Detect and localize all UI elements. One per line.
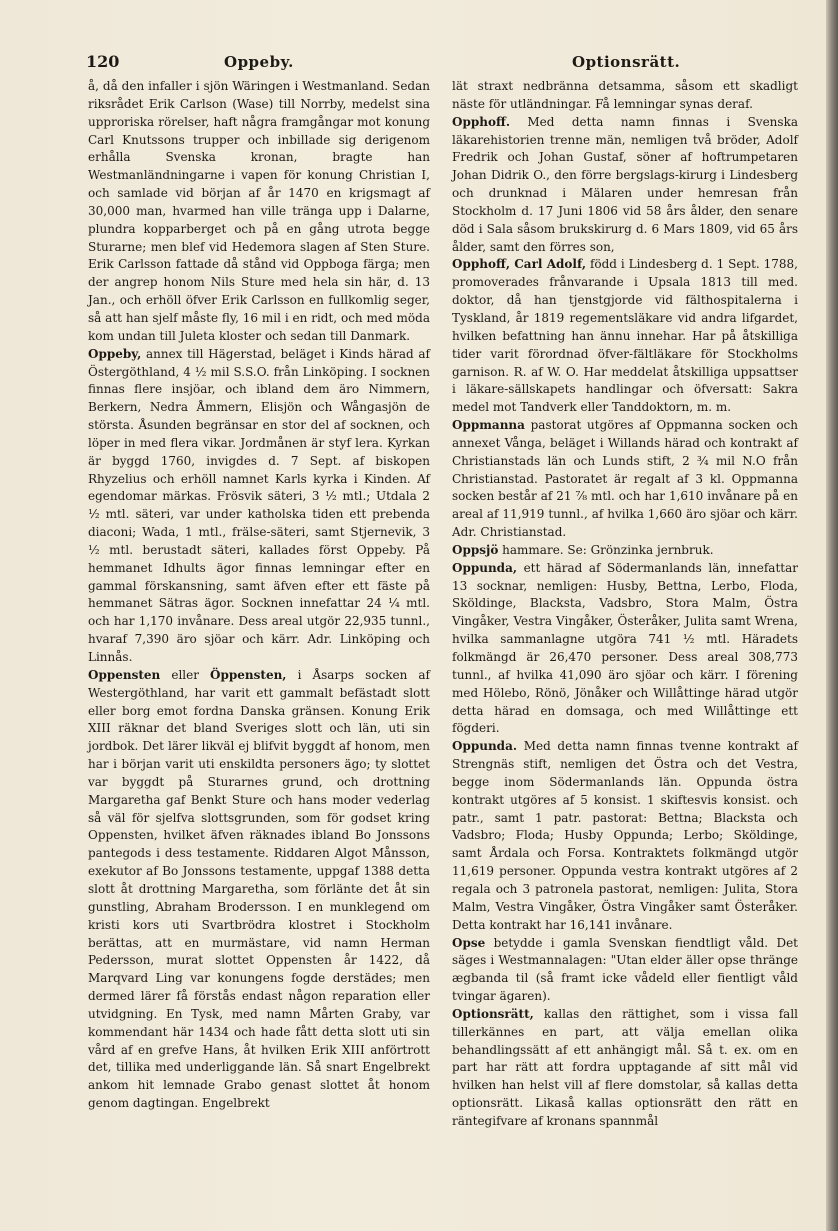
- entry-headword: Oppunda.: [452, 739, 518, 754]
- entry-headword-alt: Öppensten,: [210, 667, 287, 682]
- entry-continuation: [88, 78, 430, 346]
- entry-headword: Oppensten: [88, 667, 161, 682]
- entry-text: född i Lindesberg d. 1 Sept. 1788, promoverades frånvarande i Upsala 1813 till med. doktor, då han tjenstgjorde vid fälthospitalerna i Tyskland, år 1819 regementsläkare vid andra lifgardet, hvilken befattning han ännu innehar. Har på åtskilliga tider varit förordnad öfver-fältläkare för Stockholms garnison. R. af W. O. Har meddelat åtskilliga uppsattser i läkare-sällskapets handlingar och öfversatt: Sakra medel mot Tandverk eller Tanddoktorn, m. m.: [452, 257, 798, 415]
- right-column: [452, 78, 798, 1131]
- entry-optionsratt: [452, 1006, 798, 1131]
- entry-headword: Opse: [452, 935, 486, 950]
- page-number: 120: [86, 52, 120, 71]
- entry-connector: eller: [160, 667, 211, 682]
- entry-oppmanna: [452, 417, 798, 542]
- entry-text: hammare. Se: Grönzinka jernbruk.: [498, 542, 714, 557]
- entry-headword: Optionsrätt,: [452, 1006, 534, 1021]
- entry-oppunda-kontrakt: [452, 738, 798, 934]
- entry-opphoff: [452, 114, 798, 257]
- entry-headword: Opphoff, Carl Adolf,: [452, 257, 587, 272]
- entry-headword: Opphoff.: [452, 114, 510, 129]
- entry-oppensten: [88, 667, 430, 1113]
- running-head-right: Optionsrätt.: [572, 53, 681, 71]
- entry-headword: Oppmanna: [452, 418, 525, 433]
- entry-text: Med detta namn finnas i Svenska läkarehistorien trenne män, nemligen två bröder, Adolf Fredrik och Johan Gustaf, söner af hoftrumpetaren Johan Didrik O., den förre bergslags-kirurg i Lindesberg och drunknad i Mälaren under hemresan från Stockholm d. 17 Juni 1806 vid 58 års ålder, den senare död i Sala såsom brukskirurg d. 6 Mars 1809, vid 65 års ålder, samt den förres son,: [452, 114, 798, 254]
- entry-text: ett härad af Södermanlands län, innefattar 13 socknar, nemligen: Husby, Bettna, Lerbo, Floda, Sköldinge, Blacksta, Vadsbro, Stora Malm, Östra Vingåker, Vestra Vingåker, Österåker, Julita samt Wrena, hvilka sammanlagne utgöra 741 ½ mtl. Häradets folkmängd är 26,470 personer. Dess areal 308,773 tunnl., af hvilka 41,090 äro sjöar och kärr. I förening med Hölebo, Rönö, Jönåker och Willåttinge härad utgör detta härad en domsaga, och med Willåttinge ett fögderi.: [452, 560, 798, 736]
- book-binding-edge: [826, 0, 838, 1231]
- entry-text: betydde i gamla Svenskan fiendtligt våld. Det säges i Westmannalagen: "Utan elder äller opse thränge ægbanda til (så framt icke vådeld eller fientligt våld tvingar ägaren).: [452, 935, 798, 1004]
- entry-headword: Oppsjö: [452, 542, 499, 557]
- left-column: [88, 78, 430, 1113]
- entry-headword: Oppeby,: [88, 346, 142, 361]
- entry-opphoff-carl-adolf: [452, 256, 798, 417]
- entry-text: kallas den rättighet, som i vissa fall tillerkännes en part, att välja emellan olika behandlingssätt af ett anhängigt mål. Så t. ex. om en part har rätt att fordra upptagande af sitt mål vid hvilken han helst vill af flere domstolar, så kallas detta optionsrätt. Likaså kallas optionsrätt den rätt en räntegifvare af kronans spannmål: [452, 1006, 798, 1128]
- entry-continuation: [452, 78, 798, 114]
- entry-text: å, då den infaller i sjön Wäringen i Westmanland. Sedan riksrådet Erik Carlson (Wase) till Norrby, medelst sina upproriska rörelser, haft några framgångar mot konung Carl Knutssons trupper och inbillade sig derigenom erhålla Svenska kronan, bragte han Westmanländningarne i vapen för konung Christian I, och samlade vid början af år 1470 en krigsmagt af 30,000 man, hvarmed han ville tränga upp i Dalarne, plundra kopparberget och på en gång utrota begge Sturarne; men blef vid Hedemora slagen af Sten Sture. Erik Carlsson fattade då stånd vid Oppboga färga; men der angrep honom Nils Sture med hela sin här, d. 13 Jan., och erhöll öfver Erik Carlsson en fullkomlig seger, så att han sjelf måste fly, 16 mil i en ridt, och med möda kom undan till Juleta kloster och sedan till Danmark.: [88, 79, 430, 343]
- entry-opse: [452, 935, 798, 1006]
- entry-text: annex till Hägerstad, beläget i Kinds härad af Östergöthland, 4 ½ mil S.S.O. från Linköping. I socknen finnas flere insjöar, och ibland dem äro Nimmern, Berkern, Nedra Åmmern, Elisjön och Wångasjön de största. Åsunden begränsar en stor del af socknen, och löper in med flera vikar. Jordmånen är styf lera. Kyrkan är byggd 1760, invigdes d. 7 Sept. af biskopen Rhyzelius och erhöll namnet Karls kyrka i Kinden. Af egendomar märkas. Frösvik säteri, 3 ½ mtl.; Utdala 2 ½ mtl. säteri, var under katholska tiden ett prebenda diaconi; Wada, 1 mtl., frälse-säteri, samt Stjernevik, 3 ½ mtl. berustadt säteri, kallades först Oppeby. På hemmanet Idhults ägor finnas lemningar efter en gammal förskansning, samt äfven efter ett fäste på hemmanet Sätras ägor. Socknen innefattar 24 ¼ mtl. och har 1,170 invånare. Dess areal utgör 22,935 tunnl., hvaraf 7,390 äro sjöar och kärr. Adr. Linköping och Linnås.: [88, 346, 430, 664]
- entry-oppsjo: [452, 542, 798, 560]
- entry-text: i Åsarps socken af Westergöthland, har varit ett gammalt befästadt slott eller borg emot fordna Danska gränsen. Konung Erik XIII räknar det bland Sveriges slott och län, uti sin jordbok. Det lärer likväl ej blifvit byggdt af honom, men har i början varit uti enskildta personers ägo; ty slottet var byggdt på Sturarnes grund, och drottning Margaretha gaf Benkt Sture och hans moder vederlag så väl för sjelfva slottsgrunden, som för godset kring Oppensten, hvilket äfven räknades ibland Bo Jonssons pantegods i dess testamente. Riddaren Algot Månsson, exekutor af Bo Jonssons testamente, uppgaf 1388 detta slott åt drottning Margaretha, som förlänte det åt sin gunstling, Abraham Brodersson. I en munklegend om kristi kors uti Svartbrödra klostret i Stockholm berättas, att en murmästare, vid namn Herman Pedersson, murat slottet Oppensten år 1422, då Marqvard Ling var konungens fogde derstädes; men dermed lärer få förstås endast någon reparation eller utvidgning. En Tysk, med namn Mårten Graby, var kommendant här 1434 och hade fått detta slott uti sin vård af en grefve Hans, åt hvilken Erik XIII anförtrott det, tillika med underliggande län. Så snart Engelbrekt ankom hit lemnade Grabo genast slottet åt honom genom dagtingan. Engelbrekt: [88, 667, 430, 1111]
- entry-text: lät straxt nedbränna detsamma, såsom ett skadligt näste för utländningar. Få lemningar synas deraf.: [452, 79, 798, 111]
- page-header: [86, 52, 786, 74]
- entry-oppunda-harad: [452, 560, 798, 738]
- entry-text: pastorat utgöres af Oppmanna socken och annexet Vånga, beläget i Willands härad och kontrakt af Christianstads län och Lunds stift, 2 ¾ mil N.O från Christianstad. Pastoratet är regalt af 3 kl. Oppmanna socken består af 21 ⅞ mtl. och har 1,610 invånare på en areal af 11,919 tunnl., af hvilka 1,660 äro sjöar och kärr. Adr. Christianstad.: [452, 418, 798, 540]
- entry-text: Med detta namn finnas tvenne kontrakt af Strengnäs stift, nemligen det Östra och det Vestra, begge inom Södermanlands län. Oppunda östra kontrakt utgöres af 5 konsist. 1 skiftesvis konsist. och patr., samt 1 patr. pastorat: Bettna; Blacksta och Vadsbro; Floda; Husby Oppunda; Lerbo; Sköldinge, samt Årdala och Forsa. Kontraktets folkmängd utgör 11,619 personer. Oppunda vestra kontrakt utgöres af 2 regala och 3 patronela pastorat, nemligen: Julita, Stora Malm, Vestra Vingåker, Östra Vingåker samt Österåker. Detta kontrakt har 16,141 invånare.: [452, 739, 798, 932]
- running-head-left: Oppeby.: [224, 53, 294, 71]
- entry-oppeby: [88, 346, 430, 667]
- entry-headword: Oppunda,: [452, 560, 518, 575]
